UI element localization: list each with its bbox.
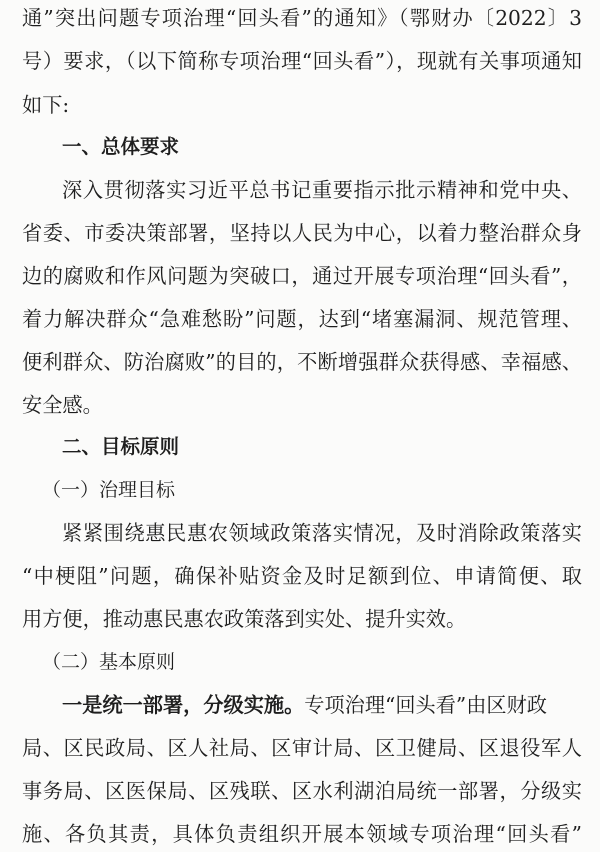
section-heading: 二、目标原则 <box>62 435 180 458</box>
subsection-heading: （一）治理目标 <box>42 479 176 501</box>
section-heading: 一、总体要求 <box>62 135 180 158</box>
text-line: 用方便，推动惠民惠农政策落到实处、提升实效。 <box>22 607 467 631</box>
text-line: 着力解决群众“急难愁盼”问题，达到“堵塞漏洞、规范管理、 <box>22 307 582 331</box>
text-line <box>62 690 582 720</box>
text-line: 如下: <box>22 93 70 117</box>
text-line: 深入贯彻落实习近平总书记重要指示批示精神和党中央、 <box>62 178 582 202</box>
text-line: 号）要求，（以下简称专项治理“回头看”），现就有关事项通知 <box>22 49 582 73</box>
principle-lead: 一是统一部署，分级实施。 <box>62 693 305 717</box>
text-line: 便利群众、防治腐败”的目的，不断增强群众获得感、幸福感、 <box>22 350 582 374</box>
text-line: 紧紧围绕惠民惠农领域政策落实情况，及时消除政策落实 <box>62 521 582 545</box>
text-line: 施、各负其责，具体负责组织开展本领域专项治理“回头看” <box>22 822 582 846</box>
text-line: 安全感。 <box>22 393 103 417</box>
text-line: 局、区民政局、区人社局、区审计局、区卫健局、区退役军人 <box>22 736 582 760</box>
subsection-heading: （二）基本原则 <box>42 651 176 673</box>
principle-text: 专项治理“回头看”由区财政 <box>304 693 547 717</box>
text-line: 省委、市委决策部署，坚持以人民为中心，以着力整治群众身 <box>22 221 582 245</box>
text-line: “中梗阻”问题，确保补贴资金及时足额到位、申请简便、取 <box>22 564 582 588</box>
text-line: 事务局、区医保局、区残联、区水利湖泊局统一部署，分级实 <box>22 779 582 803</box>
text-line: 通”突出问题专项治理“回头看”的通知》（鄂财办〔2022〕3 <box>22 6 582 30</box>
text-line: 边的腐败和作风问题为突破口，通过开展专项治理“回头看”， <box>22 264 582 288</box>
